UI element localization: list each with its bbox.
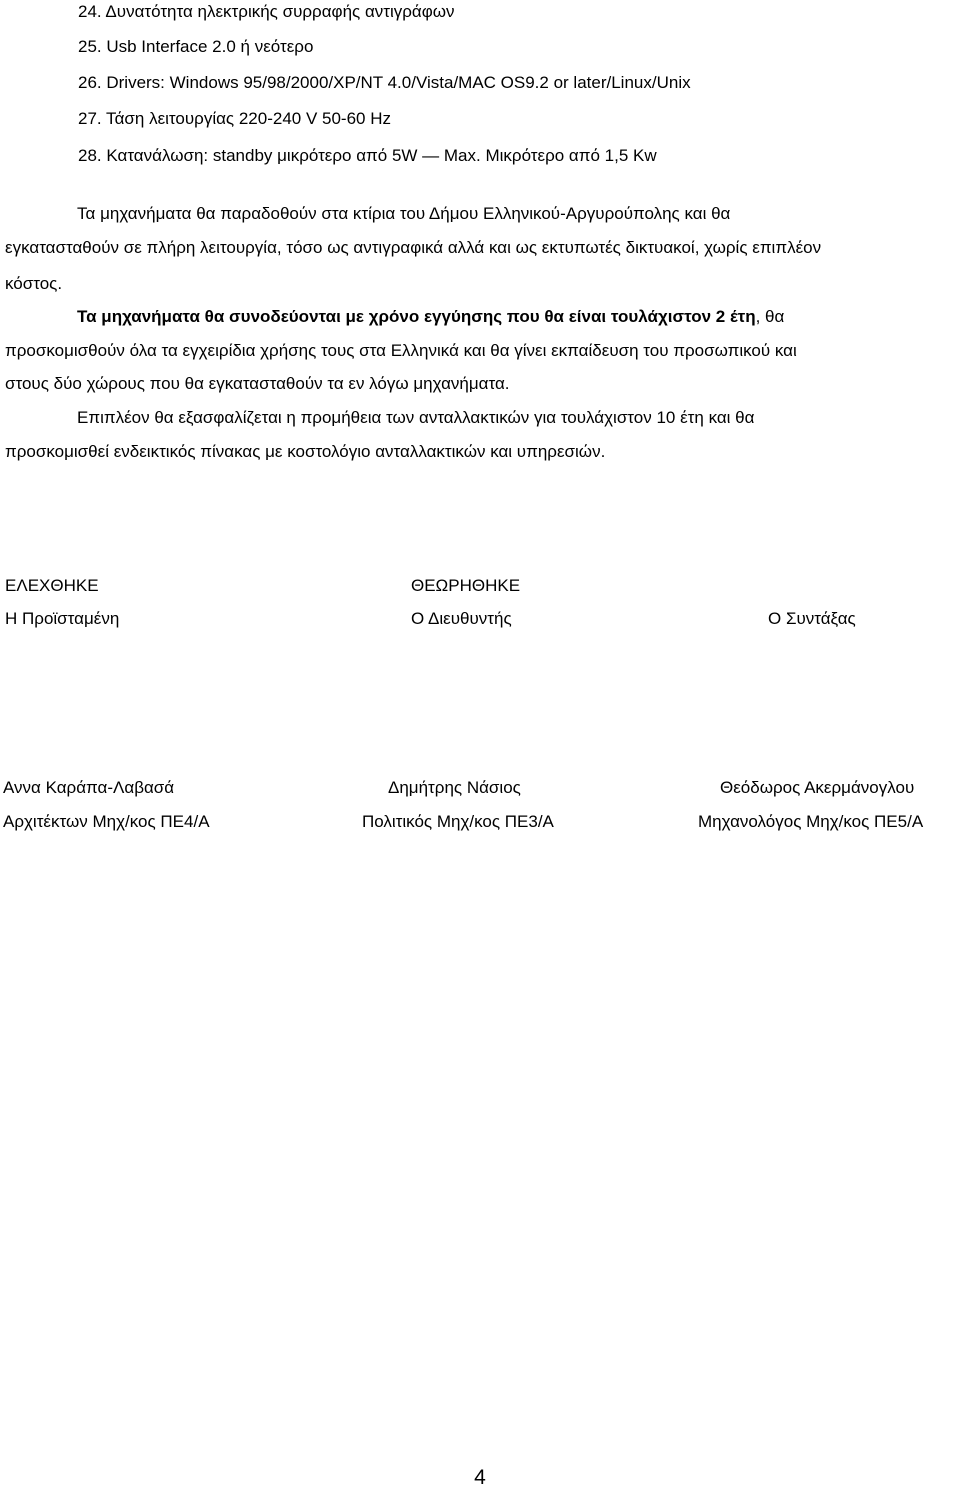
- warranty-paragraph-line-3: στους δύο χώρους που θα εγκατασταθούν τα εν λόγω μηχανήματα.: [5, 374, 510, 393]
- role-head: Η Προϊσταμένη: [5, 609, 120, 628]
- delivery-paragraph-line-3: κόστος.: [5, 274, 63, 293]
- delivery-paragraph-line-2: εγκατασταθούν σε πλήρη λειτουργία, τόσο ως αντιγραφικά αλλά και ως εκτυπωτές δικτυακοί, χωρίς επιπλέον: [5, 238, 822, 257]
- warranty-bold-text: Τα μηχανήματα θα συνοδεύονται με χρόνο εγγύησης που θα είναι τουλάχιστον 2 έτη: [77, 307, 756, 326]
- warranty-paragraph-line-2: προσκομισθούν όλα τα εγχειρίδια χρήσης τους στα Ελληνικά και θα γίνει εκπαίδευση του προσωπικού και: [5, 341, 797, 360]
- delivery-paragraph-line-1: Τα μηχανήματα θα παραδοθούν στα κτίρια του Δήμου Ελληνικού-Αργυρούπολης και θα: [77, 204, 731, 223]
- warranty-paragraph-line-1: [77, 307, 784, 327]
- spec-item-25: 25. Usb Interface 2.0 ή νεότερο: [78, 37, 314, 56]
- title-head: Αρχιτέκτων Μηχ/κος ΠΕ4/Α: [3, 812, 210, 831]
- spec-item-26: 26. Drivers: Windows 95/98/2000/XP/NT 4.0/Vista/MAC OS9.2 or later/Linux/Unix: [78, 73, 691, 92]
- spec-item-28: 28. Κατανάλωση: standby μικρότερο από 5W — Max. Μικρότερο από 1,5 Kw: [78, 146, 657, 165]
- name-head: Αννα Καράπα-Λαβασά: [3, 778, 175, 797]
- name-author: Θεόδωρος Ακερμάνογλου: [720, 778, 915, 797]
- page-number: 4: [474, 1466, 486, 1489]
- spares-paragraph-line-1: Επιπλέον θα εξασφαλίζεται η προμήθεια των ανταλλακτικών για τουλάχιστον 10 έτη και θα: [77, 408, 755, 427]
- title-author: Μηχανολόγος Μηχ/κος ΠΕ5/Α: [698, 812, 924, 831]
- warranty-rest-text: , θα: [755, 307, 785, 326]
- title-director: Πολιτικός Μηχ/κος ΠΕ3/Α: [362, 812, 554, 831]
- spec-item-24: 24. Δυνατότητα ηλεκτρικής συρραφής αντιγράφων: [78, 2, 455, 21]
- name-director: Δημήτρης Νάσιος: [388, 778, 521, 797]
- role-director: Ο Διευθυντής: [411, 609, 512, 628]
- approved-label: ΘΕΩΡΗΘΗΚΕ: [411, 576, 521, 595]
- spec-item-27: 27. Τάση λειτουργίας 220-240 V 50-60 Hz: [78, 109, 391, 128]
- role-author: Ο Συντάξας: [768, 609, 856, 628]
- checked-label: ΕΛΕΧΘΗΚΕ: [5, 576, 99, 595]
- spares-paragraph-line-2: προσκομισθεί ενδεικτικός πίνακας με κοστολόγιο ανταλλακτικών και υπηρεσιών.: [5, 442, 606, 461]
